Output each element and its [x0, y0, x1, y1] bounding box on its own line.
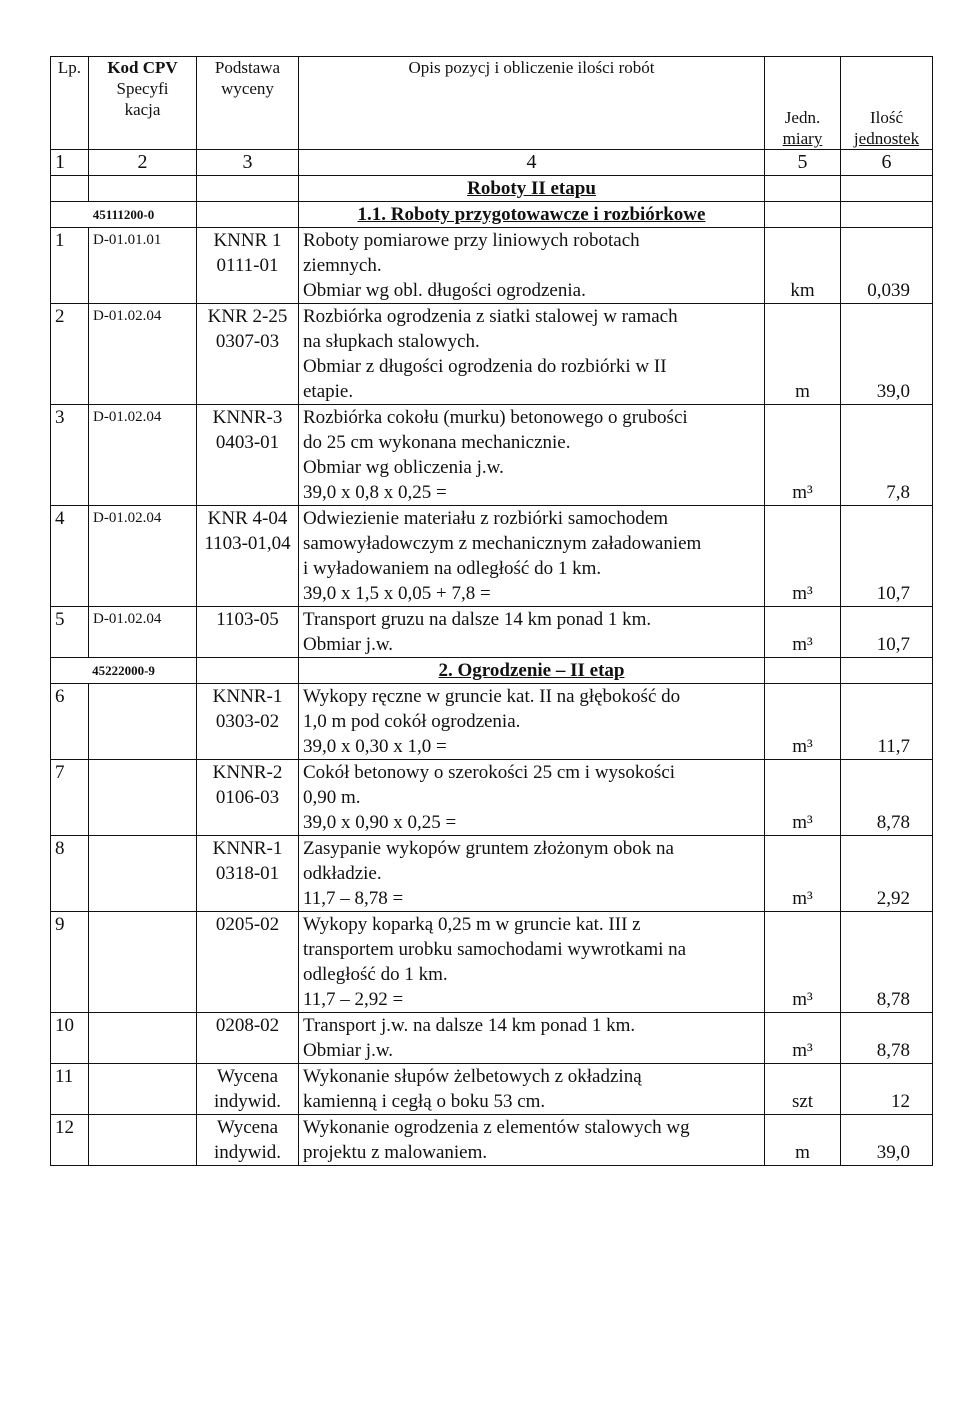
group-1-title-text: 1.1. Roboty przygotowawcze i rozbiórkowe [357, 204, 706, 225]
colnum-2 [89, 150, 197, 176]
row-quantity-text: 2,92 [876, 888, 910, 909]
header-unit-text-2: miary [782, 129, 823, 148]
row-description [299, 760, 765, 836]
row-quantity-text: 8,78 [876, 812, 910, 833]
group-1-row [51, 202, 933, 228]
row-description-line: Obmiar j.w. [303, 634, 394, 655]
row-quantity [841, 405, 933, 506]
row-spec-text: D-01.02.04 [93, 409, 162, 425]
row-spec [89, 684, 197, 760]
row-quantity [841, 684, 933, 760]
row-description-line: transportem urobku samochodami wywrotkami na [303, 939, 687, 960]
table-row [51, 228, 933, 304]
row-spec [89, 607, 197, 658]
row-spec-text: D-01.02.04 [93, 611, 162, 627]
row-unit-text: m³ [792, 1040, 813, 1061]
row-basis-line: 0307-03 [215, 331, 280, 352]
row-unit [765, 405, 841, 506]
header-basis-text-2: wyceny [221, 79, 274, 98]
row-description-line: ziemnych. [303, 255, 382, 276]
row-description-line: Wykopy koparką 0,25 m w gruncie kat. III z [303, 914, 641, 935]
row-quantity [841, 1115, 933, 1166]
row-basis [197, 684, 299, 760]
row-unit-text: m³ [792, 989, 813, 1010]
header-row [51, 57, 933, 150]
row-lp [51, 836, 89, 912]
row-quantity [841, 304, 933, 405]
row-description-line: 11,7 – 2,92 = [303, 989, 404, 1010]
group-1-code [51, 202, 197, 228]
row-unit-text: m [795, 381, 810, 402]
row-lp-text: 11 [55, 1066, 74, 1087]
row-description-line: Cokół betonowy o szerokości 25 cm i wysokości [303, 762, 676, 783]
row-description-line: 39,0 x 0,30 x 1,0 = [303, 736, 447, 757]
row-spec [89, 912, 197, 1013]
row-basis [197, 912, 299, 1013]
row-basis-line: KNNR-3 [212, 407, 283, 428]
row-basis [197, 506, 299, 607]
row-unit [765, 304, 841, 405]
row-description [299, 228, 765, 304]
row-description-line: kamienną i cegłą o boku 53 cm. [303, 1091, 546, 1112]
row-unit-text: m [795, 1142, 810, 1163]
row-quantity-text: 8,78 [876, 1040, 910, 1061]
section-title [299, 176, 765, 202]
row-lp-text: 2 [55, 306, 65, 327]
row-quantity-text: 10,7 [876, 583, 910, 604]
row-description [299, 607, 765, 658]
section-empty-5 [765, 176, 841, 202]
row-description-line: Roboty pomiarowe przy liniowych robotach [303, 230, 640, 251]
colnum-4-text: 4 [526, 151, 537, 173]
table-row [51, 607, 933, 658]
row-basis-line: KNNR-1 [212, 686, 283, 707]
row-unit [765, 1064, 841, 1115]
colnum-6-text: 6 [881, 151, 892, 173]
colnum-1-text: 1 [55, 151, 65, 173]
row-unit-text: m³ [792, 482, 813, 503]
row-basis [197, 304, 299, 405]
row-quantity [841, 912, 933, 1013]
row-lp [51, 1115, 89, 1166]
row-description [299, 836, 765, 912]
row-lp [51, 228, 89, 304]
row-unit-text: m³ [792, 736, 813, 757]
cost-estimate-document [50, 56, 932, 1166]
table-row [51, 405, 933, 506]
row-quantity-text: 12 [891, 1091, 910, 1112]
colnum-4 [299, 150, 765, 176]
row-unit-text: m³ [792, 888, 813, 909]
row-basis-line: 0318-01 [215, 863, 280, 884]
row-basis-line: Wycena [216, 1066, 279, 1087]
row-quantity [841, 1064, 933, 1115]
row-lp-text: 10 [55, 1015, 74, 1036]
row-basis [197, 405, 299, 506]
row-spec-text: D-01.01.01 [93, 232, 162, 248]
row-description-line: 0,90 m. [303, 787, 361, 808]
row-description [299, 1013, 765, 1064]
header-quantity-text-2: jednostek [853, 129, 920, 148]
row-spec-text: D-01.02.04 [93, 308, 162, 324]
row-lp-text: 5 [55, 609, 65, 630]
row-description-line: do 25 cm wykonana mechanicznie. [303, 432, 571, 453]
row-lp-text: 7 [55, 762, 65, 783]
row-description-line: Wykonanie ogrodzenia z elementów stalowych wg [303, 1117, 690, 1138]
section-empty-1 [51, 176, 89, 202]
row-unit-text: m³ [792, 634, 813, 655]
table-row [51, 912, 933, 1013]
row-basis-line: 0205-02 [215, 914, 280, 935]
row-description [299, 912, 765, 1013]
row-basis-line: 0303-02 [215, 711, 280, 732]
row-unit [765, 760, 841, 836]
row-description [299, 506, 765, 607]
row-spec [89, 228, 197, 304]
row-spec [89, 836, 197, 912]
group-2-code [51, 658, 197, 684]
row-unit [765, 1115, 841, 1166]
row-lp [51, 506, 89, 607]
row-unit [765, 684, 841, 760]
row-basis-line: indywid. [213, 1091, 282, 1112]
row-lp-text: 12 [55, 1117, 74, 1138]
row-description-line: projektu z malowaniem. [303, 1142, 488, 1163]
row-basis [197, 1064, 299, 1115]
group-1-empty [197, 202, 299, 228]
row-basis [197, 607, 299, 658]
row-lp [51, 405, 89, 506]
table-row [51, 760, 933, 836]
row-description-line: 39,0 x 1,5 x 0,05 + 7,8 = [303, 583, 491, 604]
colnum-3-text: 3 [242, 151, 253, 173]
colnum-3 [197, 150, 299, 176]
row-lp-text: 9 [55, 914, 65, 935]
row-unit [765, 912, 841, 1013]
row-basis-line: KNNR-2 [212, 762, 283, 783]
group-1-empty-6 [841, 202, 933, 228]
row-basis-line: KNR 2-25 [207, 306, 288, 327]
row-quantity [841, 1013, 933, 1064]
row-unit [765, 1013, 841, 1064]
section-empty-6 [841, 176, 933, 202]
group-2-code-text: 45222000-9 [92, 663, 155, 678]
row-unit-text: szt [791, 1091, 814, 1112]
row-lp [51, 1064, 89, 1115]
row-spec [89, 506, 197, 607]
group-2-title [299, 658, 765, 684]
row-unit [765, 607, 841, 658]
row-basis-line: KNR 4-04 [207, 508, 288, 529]
row-quantity-text: 10,7 [876, 634, 910, 655]
group-1-title [299, 202, 765, 228]
row-description-line: samowyładowczym z mechanicznym załadowaniem [303, 533, 702, 554]
row-spec [89, 304, 197, 405]
table-row [51, 836, 933, 912]
row-description-line: Obmiar wg obl. długości ogrodzenia. [303, 280, 586, 301]
row-basis-line: 1103-01,04 [204, 533, 291, 554]
row-basis-line: 1103-05 [216, 609, 279, 630]
row-description-line: na słupkach stalowych. [303, 331, 480, 352]
row-quantity-text: 39,0 [876, 381, 910, 402]
colnum-5 [765, 150, 841, 176]
group-2-title-text: 2. Ogrodzenie – II etap [438, 660, 625, 681]
row-spec [89, 760, 197, 836]
row-quantity [841, 836, 933, 912]
row-quantity-text: 39,0 [876, 1142, 910, 1163]
table-row [51, 304, 933, 405]
row-description-line: Zasypanie wykopów gruntem złożonym obok na [303, 838, 674, 859]
row-basis [197, 760, 299, 836]
row-description-line: Obmiar z długości ogrodzenia do rozbiórki w II [303, 356, 667, 377]
section-title-text: Roboty II etapu [467, 178, 596, 199]
row-description-line: odległość do 1 km. [303, 964, 448, 985]
row-lp-text: 3 [55, 407, 65, 428]
row-lp [51, 684, 89, 760]
header-cpv-text: Kod CPV [107, 58, 178, 77]
row-lp-text: 4 [55, 508, 65, 529]
row-quantity-text: 7,8 [886, 482, 910, 503]
row-quantity-text: 11,7 [877, 736, 910, 757]
header-unit [765, 57, 841, 150]
group-1-code-text: 45111200-0 [92, 207, 155, 222]
row-description [299, 304, 765, 405]
row-description-line: 1,0 m pod cokół ogrodzenia. [303, 711, 521, 732]
row-quantity [841, 506, 933, 607]
row-unit [765, 228, 841, 304]
row-quantity [841, 607, 933, 658]
colnum-6 [841, 150, 933, 176]
header-description [299, 57, 765, 150]
row-basis [197, 1013, 299, 1064]
header-basis [197, 57, 299, 150]
row-basis-line: indywid. [213, 1142, 282, 1163]
column-numbers-row [51, 150, 933, 176]
section-empty-2 [89, 176, 197, 202]
row-basis-line: Wycena [216, 1117, 279, 1138]
row-description [299, 684, 765, 760]
colnum-2-text: 2 [137, 151, 148, 173]
group-2-empty-6 [841, 658, 933, 684]
row-lp-text: 6 [55, 686, 65, 707]
row-description-line: Odwiezienie materiału z rozbiórki samochodem [303, 508, 669, 529]
header-spec-text-1: Specyfi [116, 79, 169, 98]
row-lp [51, 304, 89, 405]
header-quantity [841, 57, 933, 150]
header-quantity-text-1: Ilość [869, 108, 904, 127]
row-unit-text: km [790, 280, 815, 301]
row-description [299, 405, 765, 506]
row-spec-text: D-01.02.04 [93, 510, 162, 526]
header-description-text: Opis pozycj i obliczenie ilości robót [408, 58, 655, 77]
header-cpv [89, 57, 197, 150]
row-spec [89, 1013, 197, 1064]
row-description-line: Rozbiórka ogrodzenia z siatki stalowej w ramach [303, 306, 678, 327]
row-unit-text: m³ [792, 812, 813, 833]
row-spec [89, 405, 197, 506]
row-lp [51, 760, 89, 836]
row-quantity-text: 8,78 [876, 989, 910, 1010]
row-basis [197, 1115, 299, 1166]
header-lp-text: Lp. [57, 58, 82, 77]
row-lp-text: 8 [55, 838, 65, 859]
header-lp [51, 57, 89, 150]
header-spec-text-2: kacja [124, 100, 161, 119]
row-description-line: 11,7 – 8,78 = [303, 888, 404, 909]
row-basis [197, 836, 299, 912]
row-quantity-text: 0,039 [867, 280, 910, 301]
table-row [51, 1115, 933, 1166]
group-2-empty [197, 658, 299, 684]
header-basis-text-1: Podstawa [214, 58, 281, 77]
row-basis-line: 0208-02 [215, 1015, 280, 1036]
table-row [51, 1064, 933, 1115]
section-title-row [51, 176, 933, 202]
table-row [51, 684, 933, 760]
row-unit [765, 836, 841, 912]
row-description-line: Transport j.w. na dalsze 14 km ponad 1 km. [303, 1015, 636, 1036]
row-quantity [841, 228, 933, 304]
group-2-row [51, 658, 933, 684]
section-empty-3 [197, 176, 299, 202]
row-description-line: Rozbiórka cokołu (murku) betonowego o grubości [303, 407, 688, 428]
row-unit-text: m³ [792, 583, 813, 604]
row-lp [51, 1013, 89, 1064]
row-lp-text: 1 [55, 230, 65, 251]
row-description-line: odkładzie. [303, 863, 382, 884]
estimate-table [50, 56, 933, 1166]
row-basis-line: 0106-03 [215, 787, 280, 808]
row-description-line: 39,0 x 0,8 x 0,25 = [303, 482, 447, 503]
row-description [299, 1064, 765, 1115]
row-basis [197, 228, 299, 304]
row-basis-line: KNNR 1 [213, 230, 282, 251]
row-description-line: i wyładowaniem na odległość do 1 km. [303, 558, 602, 579]
row-description-line: Wykonanie słupów żelbetowych z okładziną [303, 1066, 642, 1087]
header-unit-text-1: Jedn. [784, 108, 821, 127]
row-spec [89, 1064, 197, 1115]
row-description [299, 1115, 765, 1166]
group-1-empty-5 [765, 202, 841, 228]
row-basis-line: KNNR-1 [212, 838, 283, 859]
row-basis-line: 0111-01 [216, 255, 279, 276]
row-description-line: Obmiar j.w. [303, 1040, 394, 1061]
row-lp [51, 912, 89, 1013]
row-description-line: Transport gruzu na dalsze 14 km ponad 1 km. [303, 609, 652, 630]
table-row [51, 1013, 933, 1064]
table-row [51, 506, 933, 607]
row-basis-line: 0403-01 [215, 432, 280, 453]
colnum-5-text: 5 [797, 151, 808, 173]
row-description-line: etapie. [303, 381, 354, 402]
colnum-1 [51, 150, 89, 176]
row-lp [51, 607, 89, 658]
row-description-line: Wykopy ręczne w gruncie kat. II na głębokość do [303, 686, 681, 707]
group-2-empty-5 [765, 658, 841, 684]
row-unit [765, 506, 841, 607]
row-spec [89, 1115, 197, 1166]
row-description-line: 39,0 x 0,90 x 0,25 = [303, 812, 457, 833]
row-quantity [841, 760, 933, 836]
row-description-line: Obmiar wg obliczenia j.w. [303, 457, 504, 478]
